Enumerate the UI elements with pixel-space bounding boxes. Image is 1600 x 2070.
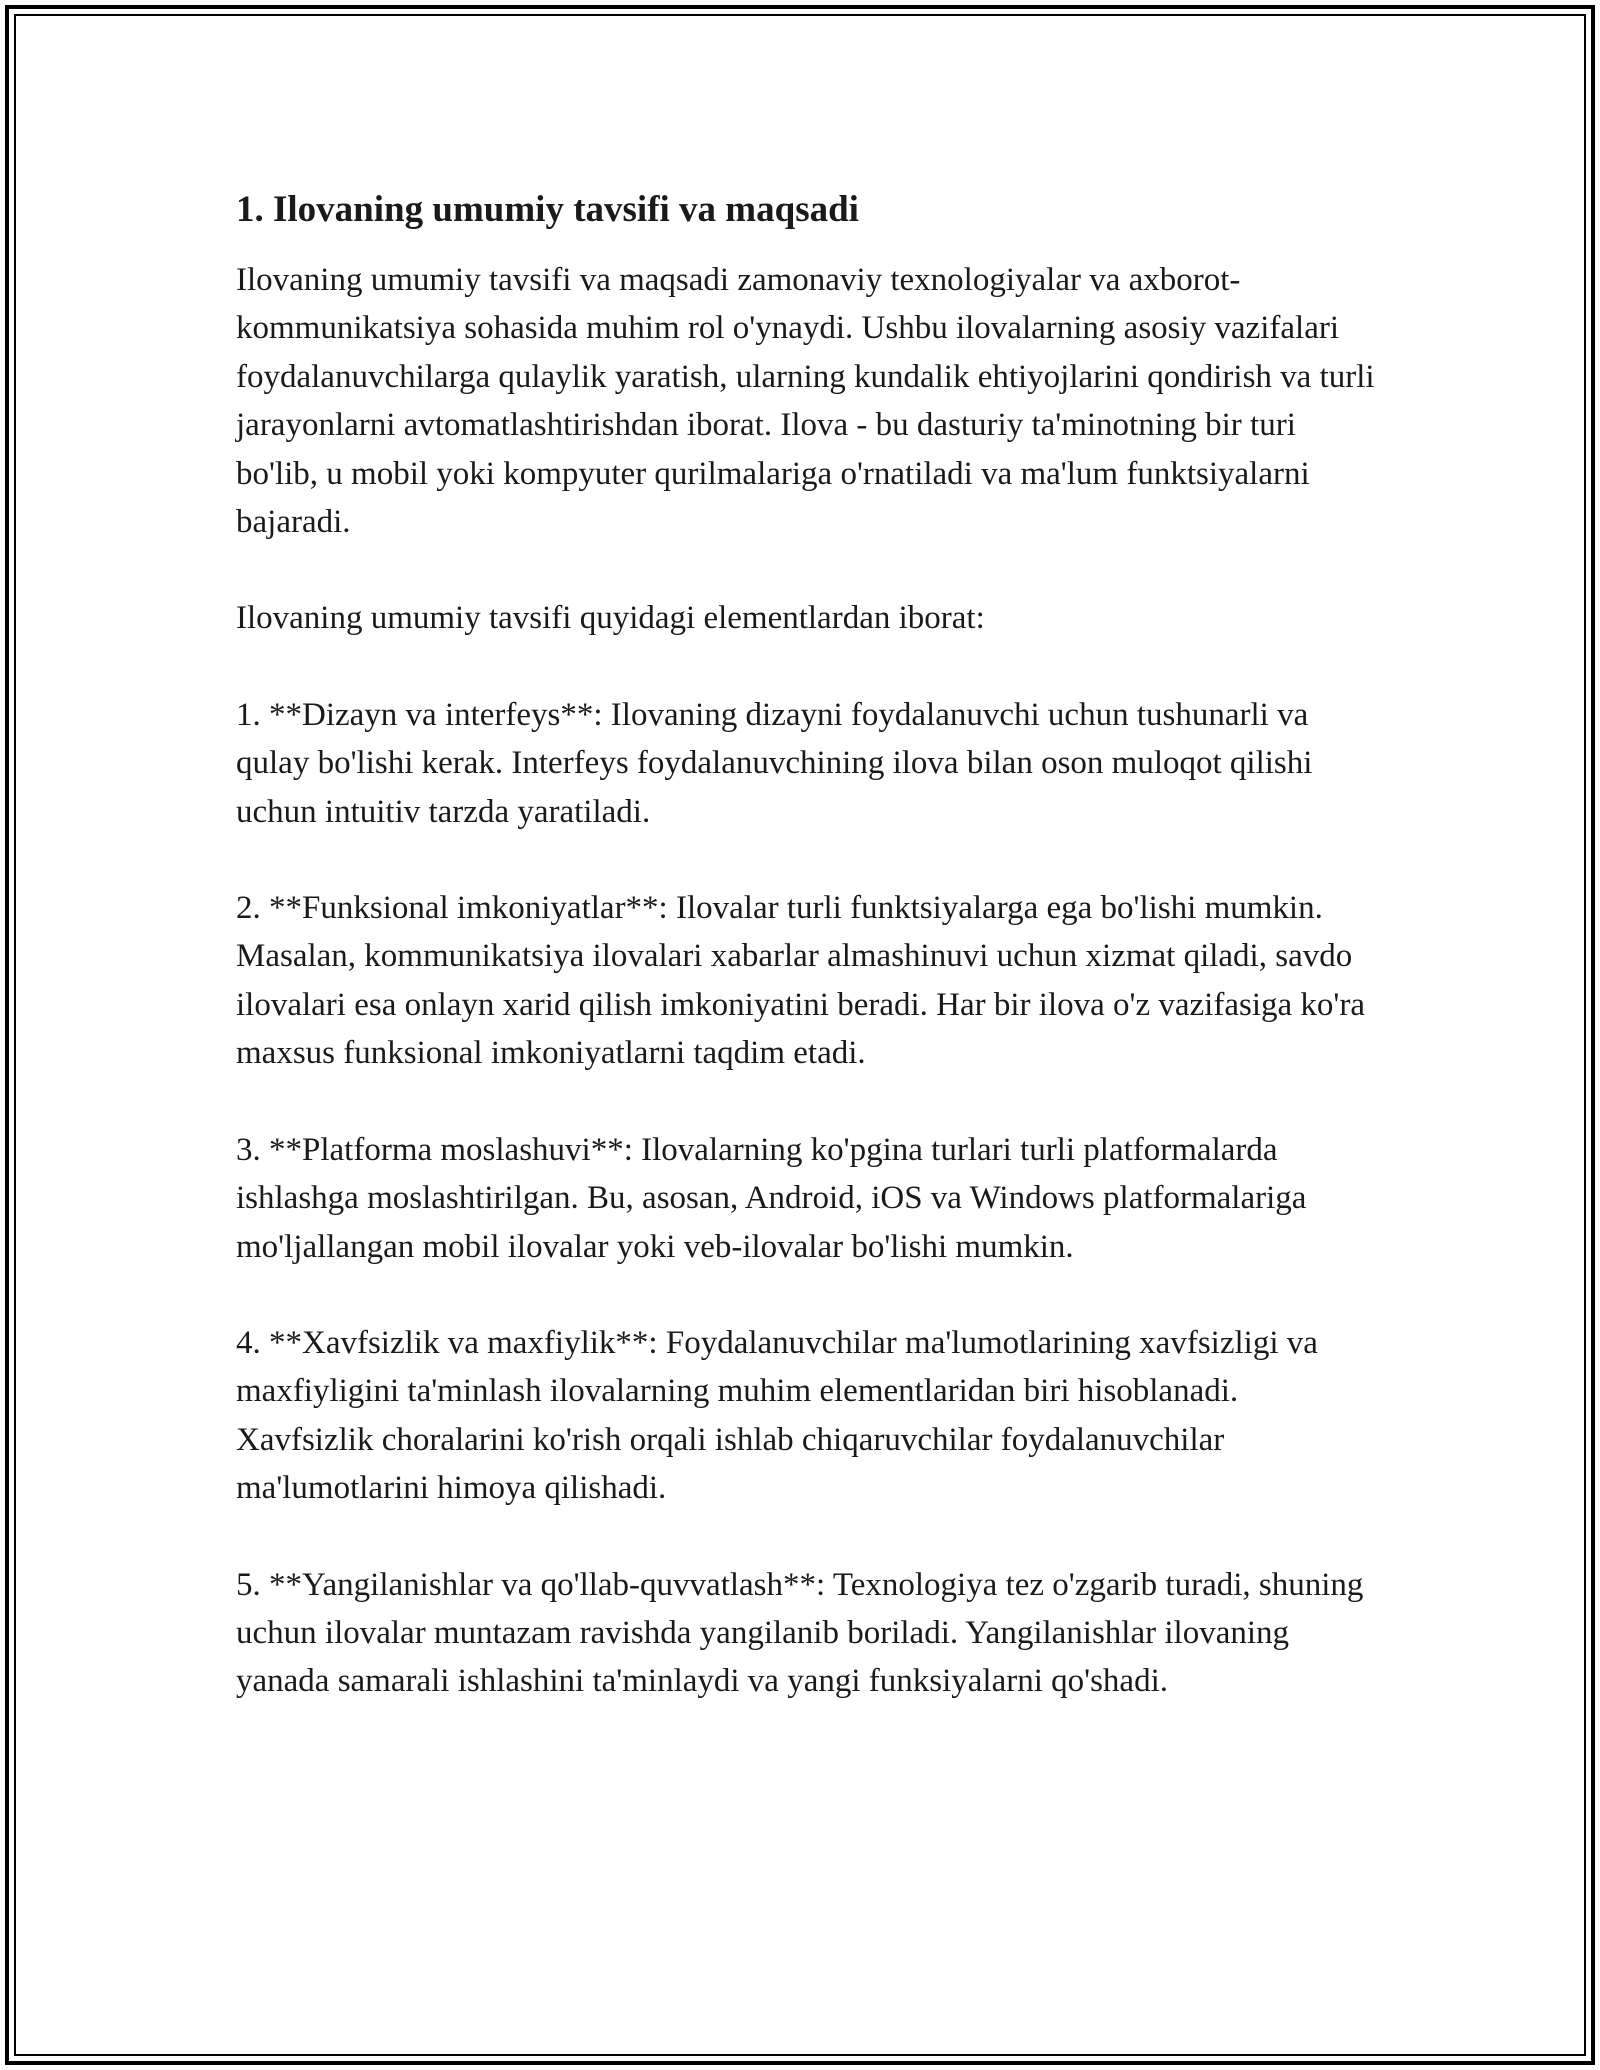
elements-intro-paragraph: Ilovaning umumiy tavsifi quyidagi elementlardan iborat: xyxy=(236,600,985,637)
list-item-design: 1. **Dizayn va interfeys**: Ilovaning dizayni foydalanuvchi uchun tushunarli va qulay bo'lishi kerak. Interfeys foydalanuvchining ilova bilan oson muloqot qilishi uchun intuitiv tarzda yaratiladi. xyxy=(236,696,1313,830)
list-item-updates: 5. **Yangilanishlar va qo'llab-quvvatlash**: Texnologiya tez o'zgarib turadi, shuning uchun ilovalar muntazam ravishda yangilanib boriladi. Yangilanishlar ilovaning yanada samarali ishlashini ta'minlaydi va yangi funksiyalarni qo'shadi. xyxy=(236,1566,1364,1700)
list-item-platform: 3. **Platforma moslashuvi**: Ilovalarning ko'pgina turlari turli platformalarda ishlashga moslashtirilgan. Bu, asosan, Android, iOS va Windows platformalariga mo'ljallangan mobil ilovalar yoki veb-ilovalar bo'lishi mumkin. xyxy=(236,1131,1307,1265)
list-item-functionality: 2. **Funksional imkoniyatlar**: Ilovalar turli funktsiyalarga ega bo'lishi mumkin. Masalan, kommunikatsiya ilovalari xabarlar almashinuvi uchun xizmat qiladi, savdo ilovalari esa onlayn xarid qilish imkoniyatini beradi. Har bir ilova o'z vazifasiga ko'ra maxsus funksional imkoniyatlarni taqdim etadi. xyxy=(236,890,1365,1072)
section-heading: 1. Ilovaning umumiy tavsifi va maqsadi xyxy=(236,189,859,230)
list-item-security: 4. **Xavfsizlik va maxfiylik**: Foydalanuvchilar ma'lumotlarining xavfsizligi va maxfiyligini ta'minlash ilovalarning muhim elementlaridan biri hisoblanadi. Xavfsizlik choralarini ko'rish orqali ishlab chiqaruvchilar foydalanuvchilar ma'lumotlarini himoya qilishadi. xyxy=(236,1324,1318,1507)
intro-paragraph: Ilovaning umumiy tavsifi va maqsadi zamonaviy texnologiyalar va axborot-kommunikatsiya sohasida muhim rol o'ynaydi. Ushbu ilovalarning asosiy vazifalari foydalanuvchilarga qulaylik yaratish, ularning kundalik ehtiyojlarini qondirish va turli jarayonlarni avtomatlashtirishdan iborat. Ilova - bu dasturiy ta'minotning bir turi bo'lib, u mobil yoki kompyuter qurilmalariga o'rnatiladi va ma'lum funktsiyalarni bajaradi. xyxy=(236,262,1375,541)
document-body xyxy=(236,186,1376,1754)
